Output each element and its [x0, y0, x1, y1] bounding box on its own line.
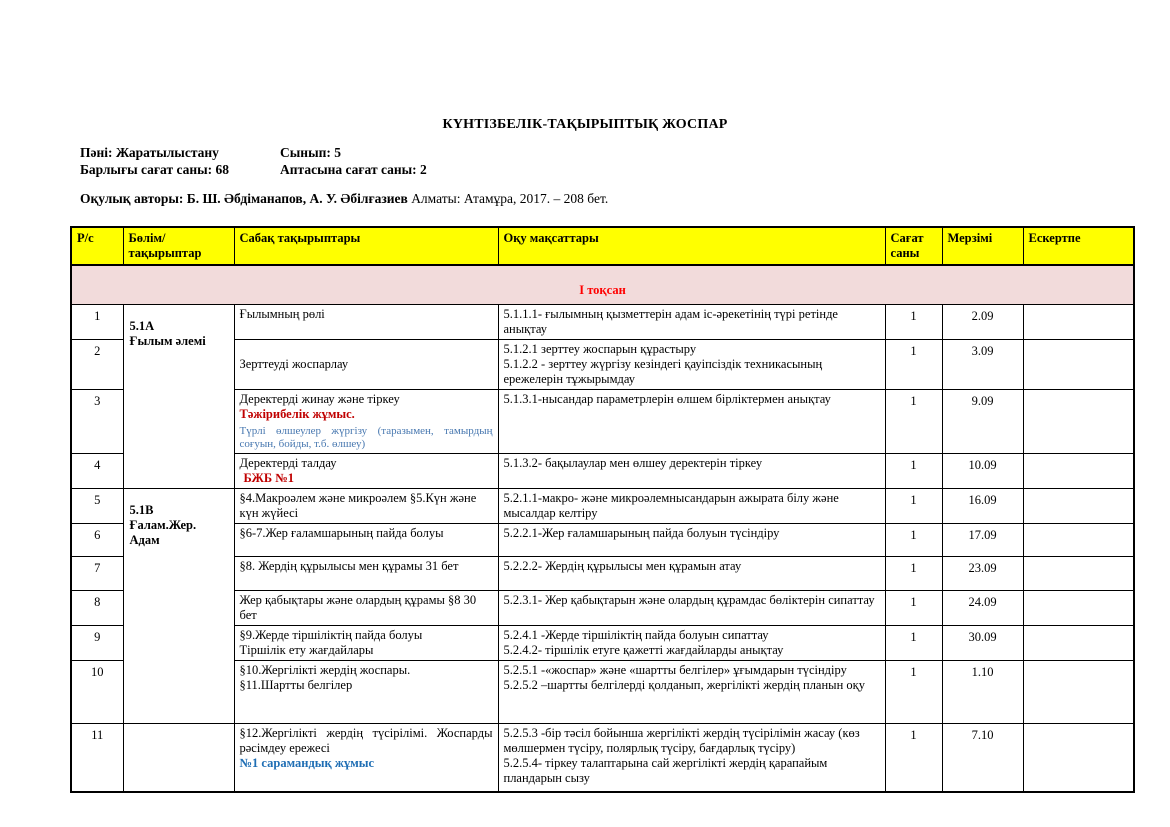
weekly-hours-label: Аптасына сағат саны: 2 [280, 162, 427, 177]
assessment-label: БЖБ №1 [243, 470, 295, 485]
row-number: 1 [71, 304, 123, 339]
date-cell: 17.09 [942, 523, 1023, 556]
note-cell [1023, 660, 1134, 723]
row-number: 3 [71, 389, 123, 453]
document-meta [80, 144, 1170, 178]
section-cell [123, 304, 234, 488]
objective-line: 5.2.2.1-Жер ғаламшарының пайда болуын түсіндіру [503, 525, 780, 540]
objective-cell [498, 556, 885, 590]
date-cell: 16.09 [942, 488, 1023, 523]
objective-line: 5.2.1.1-макро- және микроәлемнысандарын ажырата білу және мысалдар келтіру [503, 490, 839, 520]
note-cell [1023, 389, 1134, 453]
topic-line: Тіршілік ету жағдайлары [239, 642, 374, 657]
hours-cell: 1 [885, 304, 942, 339]
hours-cell: 1 [885, 590, 942, 625]
hours-cell: 1 [885, 453, 942, 488]
table-row [71, 304, 1134, 339]
date-cell: 1.10 [942, 660, 1023, 723]
grade-label: Сынып: 5 [280, 145, 342, 160]
objective-cell [498, 389, 885, 453]
section-code: 5.1A [129, 318, 155, 333]
topic-cell [234, 453, 498, 488]
lesson-plan-table [70, 226, 1135, 793]
meta-line-2 [80, 161, 1170, 178]
objective-line: 5.2.5.4- тіркеу талаптарына сай жергілікті жердің қарапайым пландарын сызу [503, 755, 828, 785]
date-cell: 23.09 [942, 556, 1023, 590]
row-number: 8 [71, 590, 123, 625]
note-cell [1023, 723, 1134, 792]
section-cell [123, 723, 234, 792]
topic-cell [234, 625, 498, 660]
objective-line: 5.2.2.2- Жердің құрылысы мен құрамын атау [503, 558, 742, 573]
topic-cell [234, 523, 498, 556]
hours-cell: 1 [885, 556, 942, 590]
header-topic: Сабақ тақырыптары [234, 227, 498, 265]
header-hours: Сағат саны [885, 227, 942, 265]
topic-line: §11.Шартты белгілер [239, 677, 353, 692]
topic-line: §4.Макроәлем және микроәлем §5.Күн және күн жүйесі [239, 490, 477, 520]
hours-cell: 1 [885, 723, 942, 792]
topic-line: §10.Жергілікті жердің жоспары. [239, 662, 411, 677]
topic-line: §12.Жергілікті жердің түсірілімі. Жоспарды рәсімдеу ережесі [239, 725, 493, 755]
topic-line: Деректерді талдау [239, 455, 337, 470]
note-cell [1023, 556, 1134, 590]
topic-cell [234, 660, 498, 723]
note-cell [1023, 590, 1134, 625]
topic-line: §9.Жерде тіршіліктің пайда болуы [239, 627, 423, 642]
header-note: Ескертпе [1023, 227, 1134, 265]
row-number: 11 [71, 723, 123, 792]
row-number: 6 [71, 523, 123, 556]
topic-line: Ғылымның рөлі [239, 306, 325, 321]
objective-line: 5.2.4.1 -Жерде тіршіліктің пайда болуын сипаттау [503, 627, 769, 642]
objective-line: 5.1.3.2- бақылаулар мен өлшеу деректерін тіркеу [503, 455, 763, 470]
header-num: Р/с [71, 227, 123, 265]
hours-cell: 1 [885, 339, 942, 389]
page-title: КҮНТІЗБЕЛІК-ТАҚЫРЫПТЫҚ ЖОСПАР [442, 117, 728, 132]
objective-line: 5.1.2.2 - зерттеу жүргізу кезіндегі қауіпсіздік техникасының ережелерін тұжырымдау [503, 356, 823, 386]
total-hours-label: Барлығы сағат саны: 68 [80, 162, 230, 177]
objective-line: 5.1.1.1- ғылымның қызметтерін адам іс-әрекетінің түрі ретінде анықтау [503, 306, 838, 336]
objective-line: 5.2.5.2 –шартты белгілерді қолданып, жергілікті жердің планын оқу [503, 677, 865, 692]
objective-cell [498, 304, 885, 339]
note-cell [1023, 625, 1134, 660]
hours-cell: 1 [885, 660, 942, 723]
objective-cell [498, 590, 885, 625]
note-cell [1023, 523, 1134, 556]
practical-work-label: №1 сарамандық жұмыс [239, 755, 375, 770]
note-cell [1023, 453, 1134, 488]
objective-line: 5.2.4.2- тіршілік етуге қажетті жағдайларды анықтау [503, 642, 784, 657]
hours-cell: 1 [885, 625, 942, 660]
hours-cell: 1 [885, 389, 942, 453]
section-name: Ғылым әлемі [129, 333, 206, 348]
date-cell: 7.10 [942, 723, 1023, 792]
date-cell: 10.09 [942, 453, 1023, 488]
objective-line: 5.2.5.1 -«жоспар» және «шартты белгілер» ұғымдарын түсіндіру [503, 662, 847, 677]
authors-bold: Оқулық авторы: Б. Ш. Әбдіманапов, А. У. Әбілғазиев [80, 191, 408, 206]
topic-line: §8. Жердің құрылысы мен құрамы 31 бет [239, 558, 459, 573]
note-cell [1023, 488, 1134, 523]
table-row [71, 723, 1134, 792]
objective-line: 5.1.3.1-нысандар параметрлерін өлшем бірліктермен анықтау [503, 391, 831, 406]
objective-cell [498, 523, 885, 556]
row-number: 4 [71, 453, 123, 488]
header-section: Бөлім/ тақырыптар [123, 227, 234, 265]
quarter-label: І тоқсан [71, 265, 1134, 304]
topic-line: Жер қабықтары және олардың құрамы §8 30 бет [239, 592, 477, 622]
practice-note: Түрлі өлшеулер жүргізу (таразымен, тамырдың соғуын, бойды, т.б. өлшеу) [239, 424, 493, 450]
hours-cell: 1 [885, 488, 942, 523]
topic-line: §6-7.Жер ғаламшарының пайда болуы [239, 525, 444, 540]
date-cell: 3.09 [942, 339, 1023, 389]
objective-line: 5.2.5.3 -бір тәсіл бойынша жергілікті жердің түсірілімін жасау (көз мөлшермен түсіру, полярлық түсіру, бағдарлық түсіру) [503, 725, 860, 755]
section-name: Ғалам.Жер. Адам [129, 517, 197, 547]
note-cell [1023, 339, 1134, 389]
header-date: Мерзімі [942, 227, 1023, 265]
objective-cell [498, 625, 885, 660]
topic-cell [234, 723, 498, 792]
topic-line: Зерттеуді жоспарлау [239, 356, 349, 371]
objective-line: 5.2.3.1- Жер қабықтарын және олардың құрамдас бөліктерін сипаттау [503, 592, 875, 607]
row-number: 9 [71, 625, 123, 660]
objective-cell [498, 723, 885, 792]
subject-label: Пәні: Жаратылыстану [80, 145, 219, 160]
date-cell: 24.09 [942, 590, 1023, 625]
authors-line [80, 191, 1170, 207]
practice-label: Тәжірибелік жұмыс. [239, 406, 355, 421]
topic-cell [234, 556, 498, 590]
topic-cell [234, 488, 498, 523]
topic-cell [234, 304, 498, 339]
row-number: 2 [71, 339, 123, 389]
header-objectives: Оқу мақсаттары [498, 227, 885, 265]
objective-cell [498, 488, 885, 523]
topic-cell [234, 339, 498, 389]
quarter-row [71, 265, 1134, 304]
section-code: 5.1B [129, 502, 154, 517]
hours-cell: 1 [885, 523, 942, 556]
objective-line: 5.1.2.1 зерттеу жоспарын құрастыру [503, 341, 697, 356]
date-cell: 2.09 [942, 304, 1023, 339]
objective-cell [498, 453, 885, 488]
meta-line-1 [80, 144, 1170, 161]
row-number: 10 [71, 660, 123, 723]
objective-cell [498, 339, 885, 389]
objective-cell [498, 660, 885, 723]
table-header-row [71, 227, 1134, 265]
row-number: 5 [71, 488, 123, 523]
note-cell [1023, 304, 1134, 339]
date-cell: 9.09 [942, 389, 1023, 453]
topic-line: Деректерді жинау және тіркеу [239, 391, 400, 406]
section-cell [123, 488, 234, 723]
table-row [71, 488, 1134, 523]
authors-rest: Алматы: Атамұра, 2017. – 208 бет. [411, 191, 609, 206]
date-cell: 30.09 [942, 625, 1023, 660]
topic-cell [234, 389, 498, 453]
row-number: 7 [71, 556, 123, 590]
topic-cell [234, 590, 498, 625]
